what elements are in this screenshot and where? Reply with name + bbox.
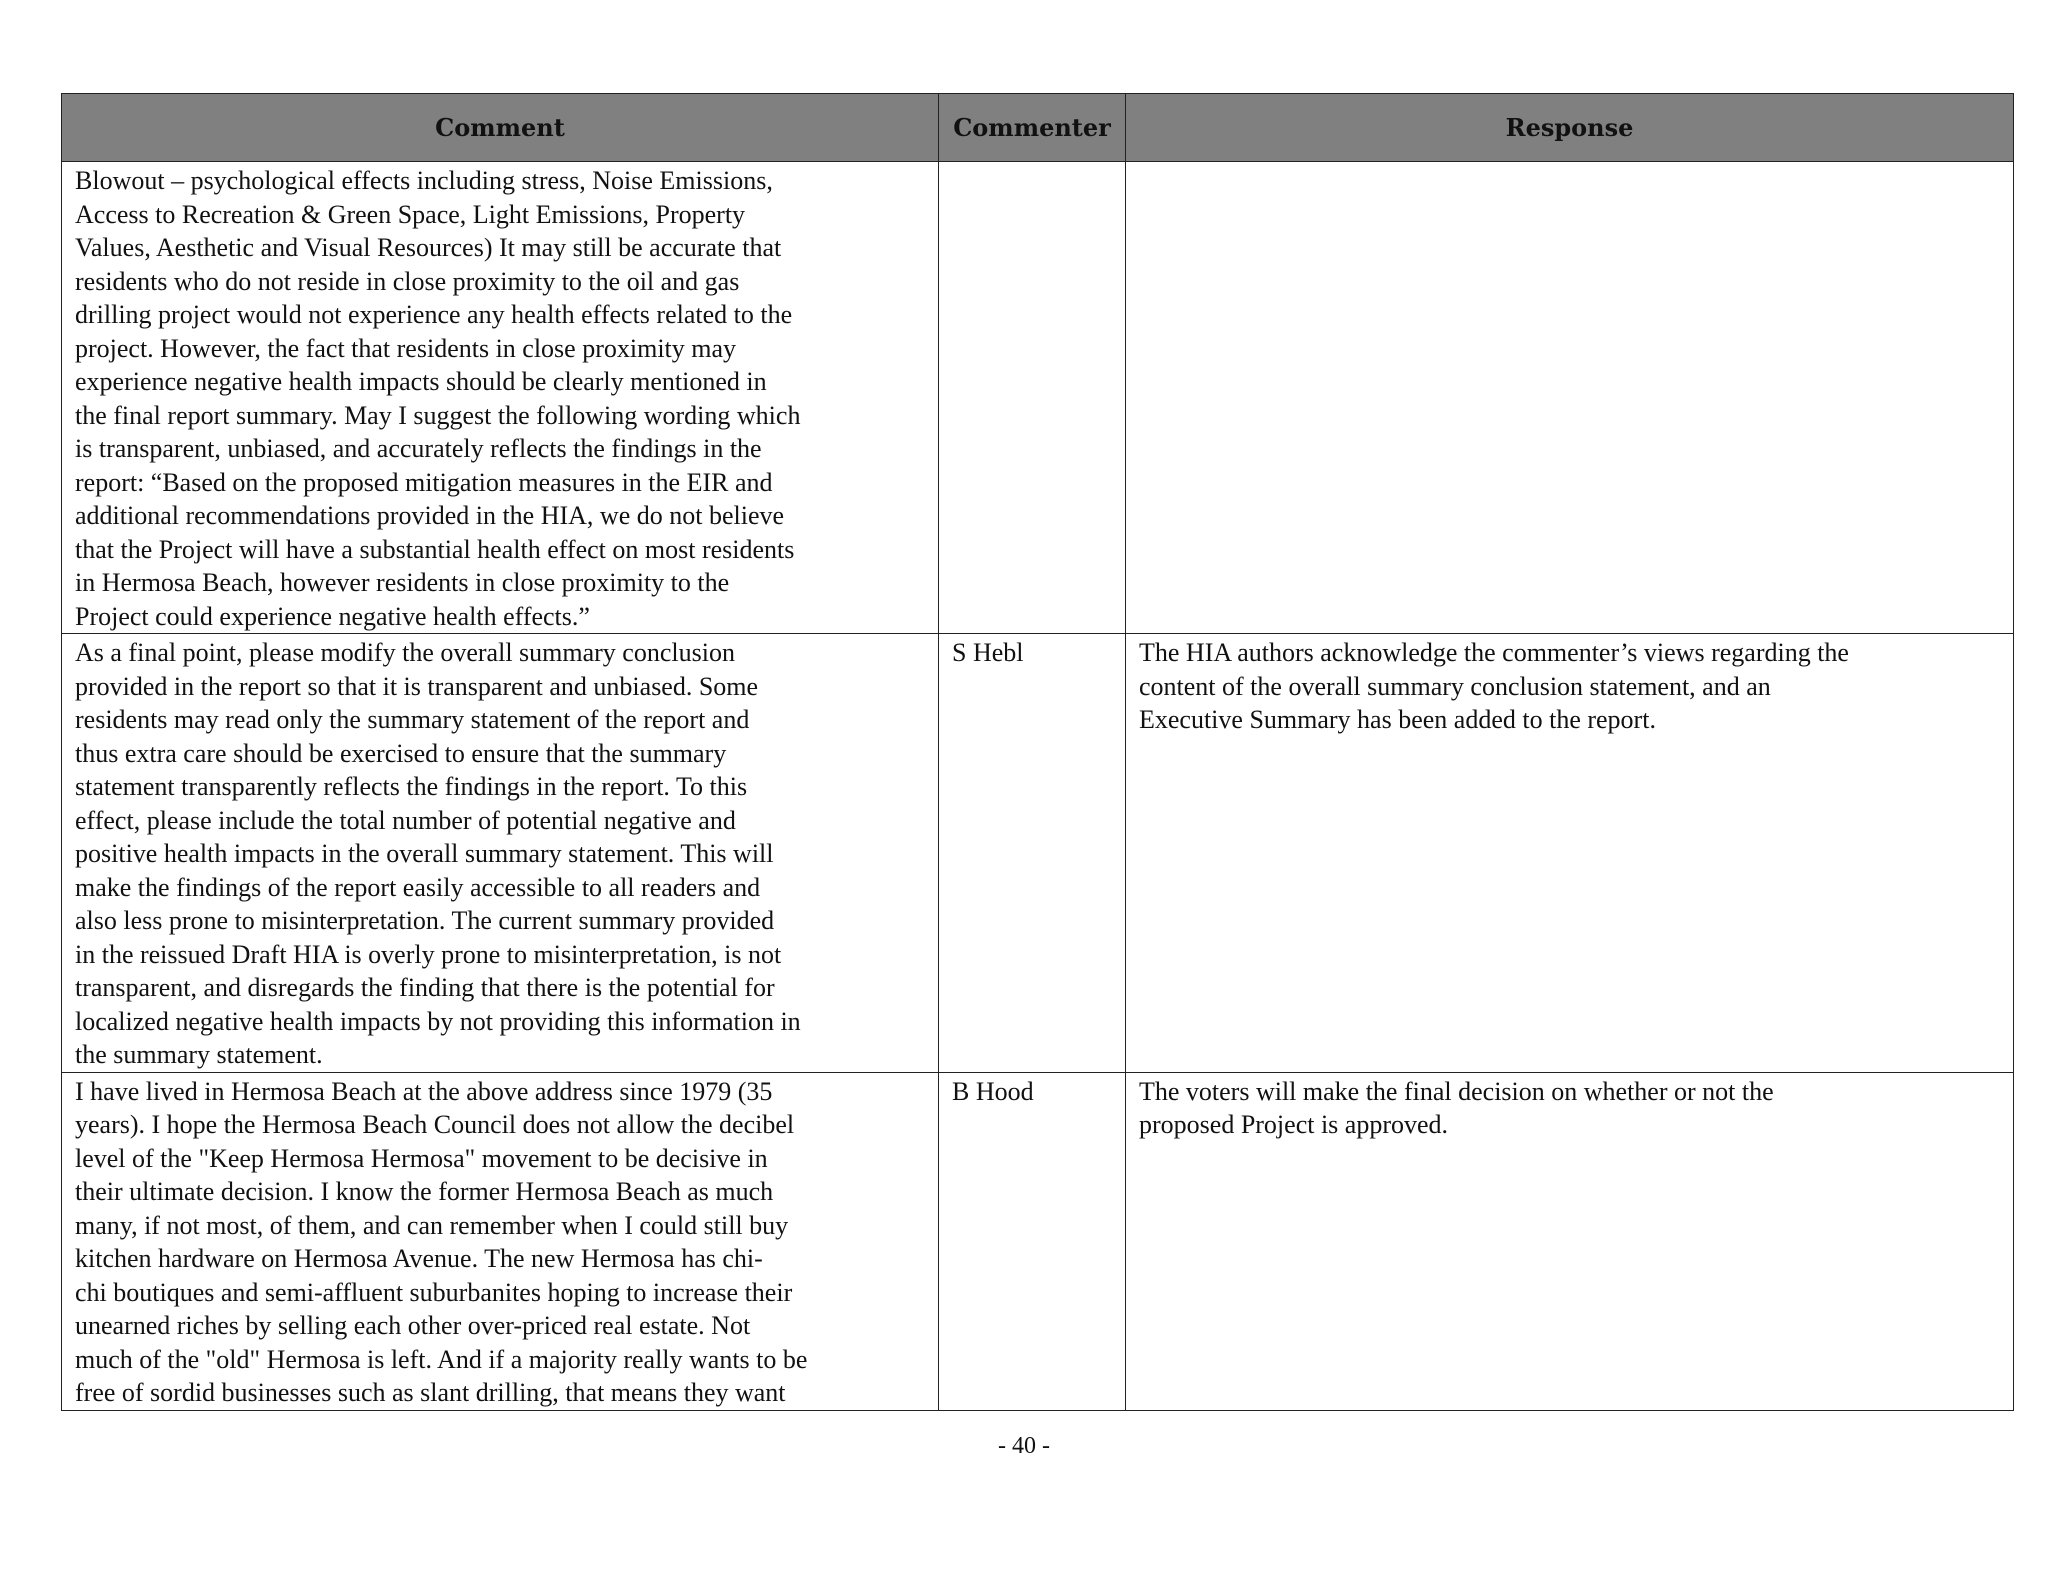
response-cell: The HIA authors acknowledge the commenter’s views regarding the content of the overall summary conclusion statement, and an Executive Summary has been added to the report. xyxy=(1126,634,2014,1073)
comment-cell: Blowout – psychological effects including stress, Noise Emissions, Access to Recreation & Green Space, Light Emissions, Property Values, Aesthetic and Visual Resources) It may still be accurate that residents who do not reside in close proximity to the oil and gas drilling project would not experience any health effects related to the project. However, the fact that residents in close proximity may experience negative health impacts should be clearly mentioned in the final report summary. May I suggest the following wording which is transparent, unbiased, and accurately reflects the findings in the report: “Based on the proposed mitigation measures in the EIR and additional recommendations provided in the HIA, we do not believe that the Project will have a substantial health effect on most residents in Hermosa Beach, however residents in close proximity to the Project could experience negative health effects.” xyxy=(62,162,939,634)
table-row xyxy=(62,634,2014,1073)
response-column-header: Response xyxy=(1126,94,2014,162)
table-row xyxy=(62,162,2014,634)
comment-column-header: Comment xyxy=(62,94,939,162)
comment-cell: As a final point, please modify the overall summary conclusion provided in the report so that it is transparent and unbiased. Some residents may read only the summary statement of the report and thus extra care should be exercised to ensure that the summary statement transparently reflects the findings in the report. To this effect, please include the total number of potential negative and positive health impacts in the overall summary statement. This will make the findings of the report easily accessible to all readers and also less prone to misinterpretation. The current summary provided in the reissued Draft HIA is overly prone to misinterpretation, is not transparent, and disregards the finding that there is the potential for localized negative health impacts by not providing this information in the summary statement. xyxy=(62,634,939,1073)
header-row xyxy=(62,94,2014,162)
commenter-cell xyxy=(939,162,1126,634)
response-cell xyxy=(1126,162,2014,634)
table-header xyxy=(62,94,2014,162)
commenter-column-header: Commenter xyxy=(939,94,1126,162)
table-row xyxy=(62,1072,2014,1410)
page-number: - 40 - xyxy=(998,1433,1050,1459)
response-cell: The voters will make the final decision on whether or not the proposed Project is approved. xyxy=(1126,1072,2014,1410)
commenter-cell: B Hood xyxy=(939,1072,1126,1410)
comments-table xyxy=(61,93,2014,1411)
comment-cell: I have lived in Hermosa Beach at the above address since 1979 (35 years). I hope the Hermosa Beach Council does not allow the decibel level of the "Keep Hermosa Hermosa" movement to be decisive in their ultimate decision. I know the former Hermosa Beach as much many, if not most, of them, and can remember when I could still buy kitchen hardware on Hermosa Avenue. The new Hermosa has chi- chi boutiques and semi-affluent suburbanites hoping to increase their unearned riches by selling each other over-priced real estate. Not much of the "old" Hermosa is left. And if a majority really wants to be free of sordid businesses such as slant drilling, that means they want xyxy=(62,1072,939,1410)
commenter-cell: S Hebl xyxy=(939,634,1126,1073)
table-body xyxy=(62,162,2014,1411)
